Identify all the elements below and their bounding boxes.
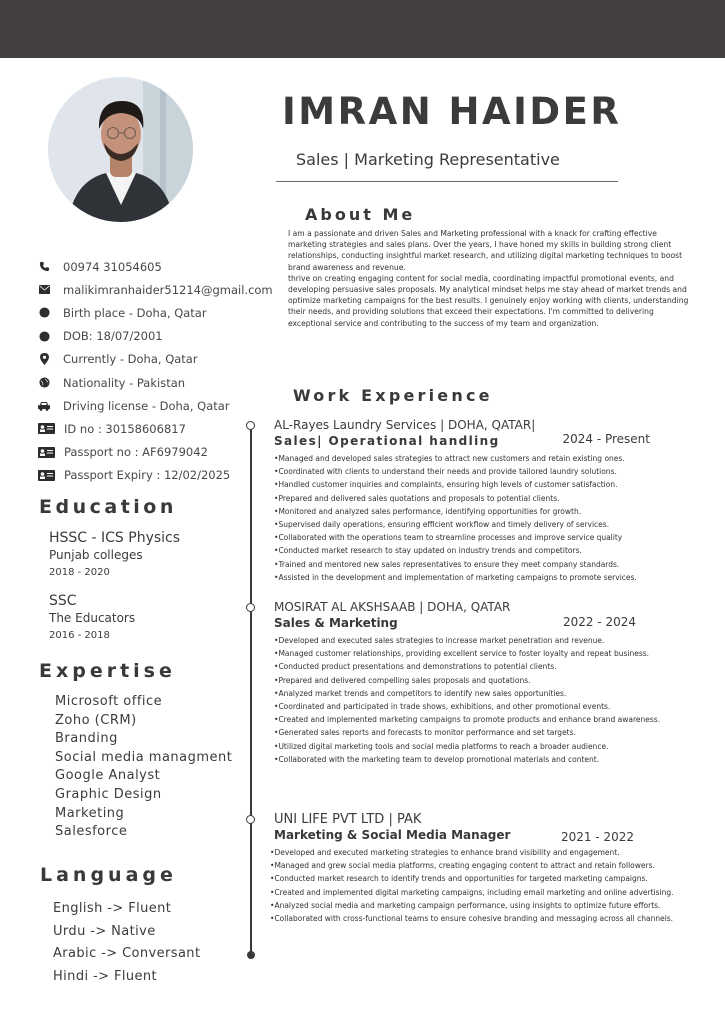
work-heading: Work Experience: [293, 386, 493, 405]
timeline-end: [247, 951, 255, 959]
about-text: [288, 228, 694, 329]
list-item: • Assisted in the development and implementation of marketing campaigns to promote services.: [274, 571, 694, 584]
job-dates: 2024 - Present: [562, 432, 650, 446]
contact-passport: [38, 441, 278, 464]
list-item: • Collaborated with the operations team to streamline processes and improve service quality: [274, 531, 694, 544]
education-heading: Education: [39, 496, 177, 518]
contact-text: ID no : 30158606817: [64, 421, 186, 436]
job-bullets: [274, 634, 694, 766]
contact-current-location: [38, 348, 278, 371]
list-item: • Prepared and delivered sales quotations and proposals to potential clients.: [274, 492, 694, 505]
contact-nationality: [38, 371, 278, 394]
job-entry: [274, 418, 694, 584]
list-item: • Handled customer inquiries and complaints, ensuring high levels of customer satisfaction.: [274, 478, 694, 491]
job-company: MOSIRAT AL AKSHSAAB | DOHA, QATAR: [274, 600, 511, 614]
job-dates: 2022 - 2024: [562, 615, 636, 629]
job-bullets: [274, 452, 694, 584]
list-item: • Conducted product presentations and demonstrations to potential clients.: [274, 660, 694, 673]
language-item: Hindi -> Fluent: [53, 968, 158, 984]
about-heading: About Me: [305, 205, 416, 224]
job-position: Sales| Operational handling: [274, 434, 500, 448]
list-item: • Managed customer relationships, providing excellent service to foster loyalty and repeat business.: [274, 647, 694, 660]
contact-text: Driving license - Doha, Qatar: [63, 398, 230, 413]
list-item: • Conducted market research to stay updated on industry trends and competitors.: [274, 544, 694, 557]
divider: [276, 181, 618, 182]
education-years: 2016 - 2018: [49, 630, 110, 641]
timeline-dot: [246, 815, 255, 824]
education-school: Punjab colleges: [49, 548, 143, 562]
contact-text: Nationality - Pakistan: [63, 375, 186, 390]
header-band: [0, 0, 725, 58]
id-card-icon: [38, 446, 55, 458]
list-item: • Developed and executed marketing strategies to enhance brand visibility and engagement.: [270, 846, 696, 859]
contact-passport-expiry: [38, 464, 278, 487]
calendar-icon: [38, 330, 50, 342]
job-position: Marketing & Social Media Manager: [274, 828, 511, 842]
location-pin-icon: [38, 353, 50, 365]
skill-item: Marketing: [55, 805, 125, 821]
job-role: Sales | Marketing Representative: [296, 150, 560, 169]
list-item: • Collaborated with cross-functional teams to ensure cohesive branding and messaging across all channels.: [270, 912, 696, 925]
contact-phone: [38, 255, 278, 278]
contact-id: [38, 417, 278, 440]
skill-item: Graphic Design: [55, 786, 162, 802]
timeline-dot: [246, 421, 255, 430]
education-degree: HSSC - ICS Physics: [49, 530, 181, 546]
language-heading: Language: [40, 864, 177, 886]
job-bullets: [270, 846, 696, 925]
contact-dob: [38, 325, 278, 348]
language-item: Urdu -> Native: [53, 923, 156, 939]
contact-birthplace: [38, 301, 278, 324]
job-company: UNI LIFE PVT LTD | PAK: [274, 812, 422, 827]
job-position: Sales & Marketing: [274, 616, 398, 630]
expertise-heading: Expertise: [39, 660, 176, 682]
skill-item: Microsoft office: [55, 694, 163, 709]
expertise-list: [55, 693, 232, 842]
education-degree: SSC: [49, 593, 77, 609]
language-list: [53, 898, 200, 988]
education-item: [49, 529, 180, 582]
timeline-dot: [246, 603, 255, 612]
skill-item: Salesforce: [55, 824, 128, 840]
page-title: IMRAN HAIDER: [282, 90, 622, 133]
skill-item: Branding: [55, 731, 118, 747]
list-item: • Created and implemented marketing campaigns to promote products and enhance brand awareness.: [274, 713, 694, 726]
job-dates: 2021 - 2022: [560, 830, 634, 844]
list-item: • Generated sales reports and forecasts to monitor performance and set targets.: [274, 726, 694, 739]
list-item: • Conducted market research to identify trends and opportunities for targeted marketing campaigns.: [270, 872, 696, 885]
contact-text: Passport Expiry : 12/02/2025: [64, 468, 231, 483]
list-item: • Developed and executed sales strategies to increase market penetration and revenue.: [274, 634, 694, 647]
job-company: AL-Rayes Laundry Services | DOHA, QATAR|: [274, 418, 536, 432]
contact-driving-license: [38, 394, 278, 417]
list-item: • Analyzed market trends and competitors to identify new sales opportunities.: [274, 687, 694, 700]
list-item: • Prepared and delivered compelling sales proposals and quotations.: [274, 674, 694, 687]
contact-text: malikimranhaider51214@gmail.com: [63, 282, 273, 297]
list-item: • Trained and mentored new sales representatives to ensure they meet company standards.: [274, 558, 694, 571]
contact-text: Currently - Doha, Qatar: [63, 352, 198, 367]
contact-text: 00974 31054605: [63, 259, 162, 274]
contact-email[interactable]: [38, 278, 278, 301]
list-item: • Coordinated with clients to understand their needs and provide tailored laundry solutions.: [274, 465, 694, 478]
skill-item: Google Analyst: [55, 768, 161, 784]
list-item: • Supervised daily operations, ensuring efficient workflow and timely delivery of services.: [274, 518, 694, 531]
globe-icon: [38, 377, 50, 389]
contact-text: DOB: 18/07/2001: [63, 329, 163, 344]
phone-icon: [38, 261, 50, 273]
about-paragraph: thrive on creating engaging content for social media, coordinating impactful promotional events, and developing persuasive sales proposals. My analytical mindset helps me stay ahead of market trends and optimize marketing campaigns for the best results. I genuinely enjoy working with clients, understanding their needs, and providing solutions that exceed their expectations. I'm committed to delivering exceptional service and contributing to the success of my team and organization.: [288, 273, 689, 328]
list-item: • Created and implemented digital marketing campaigns, including email marketing and online advertising.: [270, 886, 696, 899]
skill-item: Zoho (CRM): [55, 712, 137, 728]
education-school: The Educators: [49, 611, 136, 625]
list-item: • Monitored and analyzed sales performance, identifying opportunities for growth.: [274, 505, 694, 518]
id-card-icon: [38, 423, 55, 435]
profile-photo: [48, 77, 193, 222]
list-item: • Managed and developed sales strategies to attract new customers and retain existing ones.: [274, 452, 694, 465]
contact-list: [38, 255, 278, 487]
job-entry: [270, 812, 696, 925]
mail-icon: [38, 284, 50, 296]
list-item: • Managed and grew social media platforms, creating engaging content to attract and retain followers.: [270, 859, 696, 872]
language-item: Arabic -> Conversant: [53, 946, 201, 962]
list-item: • Coordinated and participated in trade shows, exhibitions, and other promotional events.: [274, 700, 694, 713]
job-entry: [274, 600, 694, 766]
timeline-line: [250, 426, 252, 954]
education-item: [49, 592, 135, 645]
contact-text: Passport no : AF6979042: [64, 445, 208, 460]
about-paragraph: I am a passionate and driven Sales and Marketing professional with a knack for crafting effective marketing strategies and sales plans. Over the years, I have honed my skills in building strong client relationships, conducting insightful market research, and utilizing digital marketing techniques to boost brand awareness and revenue.: [288, 229, 683, 272]
list-item: • Utilized digital marketing tools and social media platforms to reach a broader audience.: [274, 740, 694, 753]
list-item: • Analyzed social media and marketing campaign performance, using insights to optimize future efforts.: [270, 899, 696, 912]
contact-text: Birth place - Doha, Qatar: [63, 305, 207, 320]
skill-item: Social media managment: [55, 749, 233, 765]
education-years: 2018 - 2020: [49, 567, 110, 578]
language-item: English -> Fluent: [53, 901, 172, 916]
list-item: • Collaborated with the marketing team to develop promotional materials and content.: [274, 753, 694, 766]
car-icon: [38, 400, 50, 412]
birthplace-icon: [38, 307, 50, 319]
id-card-icon: [38, 469, 55, 481]
